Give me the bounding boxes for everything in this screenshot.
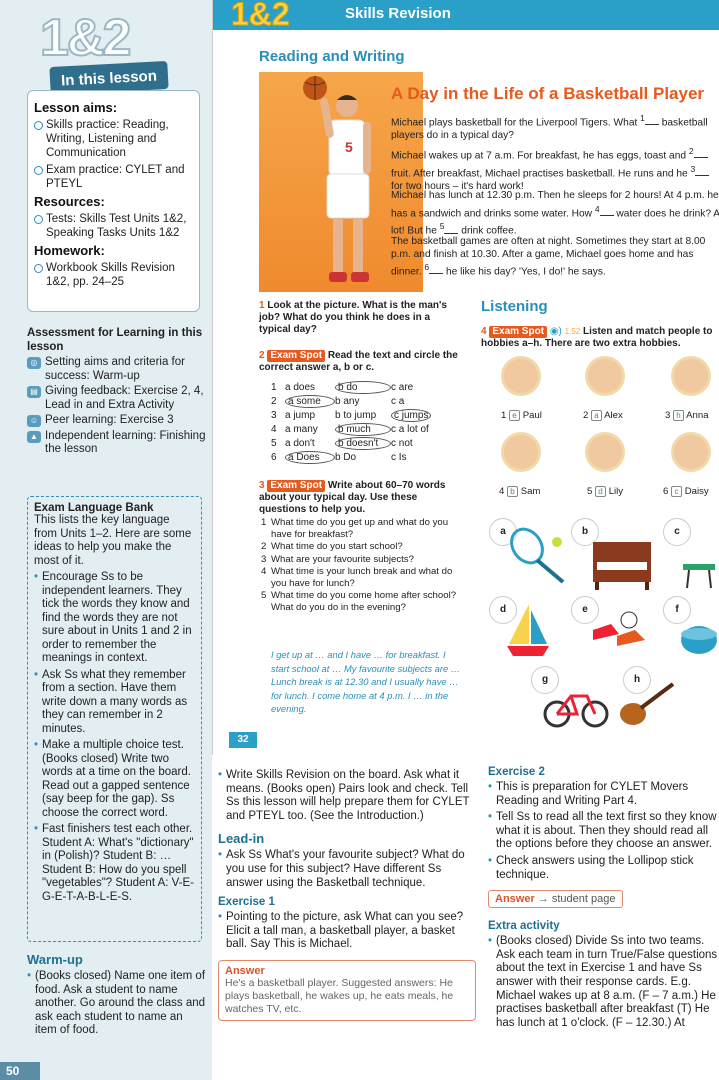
person-label: 1 e Paul bbox=[501, 410, 542, 422]
mc-row: 5 a don't b doesn't c not bbox=[271, 437, 413, 449]
hobby-a: a bbox=[489, 518, 517, 546]
elb-intro: This lists the key language from Units 1–2. Here are some ideas to help you make the most of it. bbox=[34, 514, 192, 567]
article-title: A Day in the Life of a Basketball Player bbox=[391, 84, 705, 103]
target-icon: ◎ bbox=[27, 357, 41, 369]
hobby-f: f bbox=[663, 596, 691, 624]
hobby-b: b bbox=[571, 518, 599, 546]
elb-point: • Encourage Ss to be independent learners. They tick the words they know and find the words they are not sure about in Units 1 and 2 in order to remember the meanings in context. bbox=[34, 571, 195, 666]
elb-point: • Fast finishers test each other. Student A: What's "dictionary" in (Polish)? Student B: … Student B: How do you spell "vegetables"? Student A: V-E-G-E-T-A-B-L-E-S. bbox=[34, 823, 195, 904]
elb-point: • Ask Ss what they remember from a section. Have them write down a many words as they can remember in 2 minutes. bbox=[34, 669, 195, 737]
question: 2 What time do you start school? bbox=[261, 541, 403, 552]
in-this-lesson-banner: In this lesson bbox=[49, 61, 168, 95]
exercise-1: 1 Look at the picture. What is the man's job? What do you think he does in a typical day? bbox=[259, 300, 447, 335]
exercise-3: 3 Exam Spot Write about 60–70 words about your typical day. Use these questions to help you. 1 What time do you get up and what do you have for breakfast? 2 What time do you start school? 3 What are your favourite subjects? 4 What time is your lunch break and what do you have for lunch? 5 What time do you come home after school? What do you do in the evening? bbox=[259, 480, 459, 613]
piano-icon bbox=[591, 540, 653, 590]
hobby-c: c bbox=[663, 518, 691, 546]
feedback-icon: ▤ bbox=[27, 386, 41, 398]
person-label: 6 c Daisy bbox=[663, 486, 709, 498]
peer-learning-icon: ☺ bbox=[27, 415, 41, 427]
person-photo-lily bbox=[585, 432, 625, 472]
answer-text: He's a basketball player. Suggested answers: He plays basketball, he wakes up, he eats meals, he watches TV, etc. bbox=[225, 976, 454, 1015]
warm-up-section bbox=[27, 952, 207, 1038]
question: 4 What time is your lunch break and what do you have for lunch? bbox=[261, 566, 453, 589]
person-photo-alex bbox=[585, 356, 625, 396]
article-paragraph: The basketball games are often at night. Sometimes they start at 8.00 p.m. and finish at 10.30. After a game, Michael goes home and has dinner. $^6$ he like his day? 'Yes, I do!' he says. bbox=[391, 236, 706, 278]
question: 3 What are your favourite subjects? bbox=[261, 553, 414, 565]
drums-icon bbox=[679, 620, 719, 660]
article-paragraph: Michael plays basketball for the Liverpool Tigers. What $^1$ basketball players do in a typical day? bbox=[391, 113, 708, 141]
football-boots-icon bbox=[589, 610, 649, 650]
lesson-aims-box bbox=[27, 90, 200, 312]
leadin-text: • Ask Ss What's your favourite subject? What do you use for this subject? Have different Ss answer using the Basketball technique. bbox=[218, 849, 476, 890]
page-number: 50 bbox=[0, 1062, 40, 1080]
person-label: 3 h Anna bbox=[665, 410, 709, 422]
extra-activity-heading: Extra activity bbox=[488, 920, 560, 933]
exercise-4: 4 Exam Spot ◉) 1.52 Listen and match people to hobbies a–h. There are two extra hobbies. bbox=[481, 326, 713, 349]
unit-number: 1&2 bbox=[40, 9, 130, 67]
bicycle-icon bbox=[543, 680, 609, 730]
afl-item: ▤ Giving feedback: Exercise 2, 4, Lead in and Extra Activity bbox=[27, 385, 207, 412]
question: 5 What time do you come home after school? What do you do in the evening? bbox=[261, 590, 457, 613]
person-label: 2 a Alex bbox=[583, 410, 623, 422]
resource-item: Tests: Skills Test Units 1&2, Speaking Tasks Units 1&2 bbox=[34, 212, 193, 240]
hobby-h: h bbox=[623, 666, 651, 694]
teacher-notes-column-2 bbox=[488, 766, 719, 1030]
teacher-notes-column-1 bbox=[218, 766, 476, 1021]
homework-heading: Homework: bbox=[34, 243, 105, 258]
reading-writing-heading: Reading and Writing bbox=[259, 48, 405, 65]
exercise-2: 2 Exam Spot Read the text and circle the correct answer a, b or c. bbox=[259, 350, 458, 373]
book-title: Skills Revision bbox=[345, 5, 451, 22]
mc-row: 6 a Does b Do c Is bbox=[271, 451, 407, 463]
aim-item: Exam practice: CYLET and PTEYL bbox=[34, 163, 193, 191]
extra-activity-text: • (Books closed) Divide Ss into two teams. Ask each team in turn True/False questions about the text in Exercise 1 and have Ss answer with their response cards. E.g. Michael wakes up at 8 a.m. (F – 7 a.m.) He practises basketball after breakfast (T) He has lunch at 1 o'clock. (F – 12.30.) At bbox=[488, 935, 719, 1030]
warmup-heading: Warm-up bbox=[27, 952, 83, 967]
aim-item: Skills practice: Reading, Writing, Listening and Communication bbox=[34, 118, 193, 160]
exercise-2-note: • Tell Ss to read all the text first so they know what it is about. Then they should read all the options before they choose an answer. bbox=[488, 811, 719, 852]
hobby-g: g bbox=[531, 666, 559, 694]
book-page-number: 32 bbox=[229, 732, 257, 748]
hobby-e: e bbox=[571, 596, 599, 624]
afl-item: ◎ Setting aims and criteria for success: Warm-up bbox=[27, 356, 207, 383]
table-icon bbox=[679, 550, 719, 590]
answer-label: Answer bbox=[225, 964, 265, 977]
book-unit-number: 1&2 bbox=[231, 0, 290, 32]
exercise-2-heading: Exercise 2 bbox=[488, 766, 545, 778]
student-book-page bbox=[212, 0, 719, 755]
homework-item: Workbook Skills Revision 1&2, pp. 24–25 bbox=[34, 261, 193, 289]
afl-item: ☺ Peer learning: Exercise 3 bbox=[27, 414, 207, 428]
mc-row: 2 a some b any c a bbox=[271, 395, 405, 407]
svg-text:5: 5 bbox=[345, 139, 353, 155]
tennis-racket-icon bbox=[509, 526, 569, 586]
person-photo-anna bbox=[671, 356, 711, 396]
exercise-1-heading: Exercise 1 bbox=[218, 896, 275, 909]
audio-icon[interactable]: ◉) bbox=[549, 326, 562, 337]
listening-heading: Listening bbox=[481, 298, 548, 315]
mc-row: 1 a does b do c are bbox=[271, 381, 414, 393]
leadin-heading: Lead-in bbox=[218, 831, 265, 847]
guitar-icon bbox=[617, 680, 677, 730]
exam-language-bank bbox=[27, 496, 202, 942]
afl-item: ▲ Independent learning: Finishing the lesson bbox=[27, 430, 207, 457]
resources-heading: Resources: bbox=[34, 194, 105, 209]
person-label: 4 b Sam bbox=[499, 486, 541, 498]
multiple-choice-table bbox=[271, 380, 451, 464]
hobby-d: d bbox=[489, 596, 517, 624]
sailboat-icon bbox=[503, 600, 553, 660]
person-photo-sam bbox=[501, 432, 541, 472]
question: 1 What time do you get up and what do you have for breakfast? bbox=[261, 517, 449, 540]
article-paragraph: Michael wakes up at 7 a.m. For breakfast, he has eggs, toast and $^2$ fruit. After breakfast, Michael practises basketball. He runs and he $^3$ for two hours – it's hard work! bbox=[391, 145, 719, 193]
model-answer: I get up at … and I have … for breakfast. I start school at … My favourite subjects are … Lunch break is at 12.30 and I usually have … for lunch. I come home at 4 p.m. I … in the evening. bbox=[271, 649, 461, 714]
answer-student-page-tag: Answer → student page bbox=[488, 890, 623, 908]
independent-learning-icon: ▲ bbox=[27, 431, 41, 443]
elb-point: • Make a multiple choice test. (Books closed) Write two words at a time on the board. Read out a gapped sentence (say beep for the gap). Ss choose the correct word. bbox=[34, 739, 195, 820]
aims-heading: Lesson aims: bbox=[34, 100, 118, 115]
exercise-1-note: • Pointing to the picture, ask What can you see? Elicit a tall man, a basketball player, a basket ball. Say This is Michael. bbox=[218, 911, 476, 952]
answer-box bbox=[218, 960, 476, 1021]
elb-heading: Exam Language Bank bbox=[34, 502, 154, 514]
assessment-for-learning bbox=[27, 326, 207, 457]
person-photo-daisy bbox=[671, 432, 711, 472]
exercise-2-note: • Check answers using the Lollipop stick technique. bbox=[488, 855, 719, 882]
mc-row: 3 a jump b to jump c jumps bbox=[271, 408, 451, 422]
person-photo-paul bbox=[501, 356, 541, 396]
warmup-text: • (Books closed) Name one item of food. Ask a student to name another. Go around the class and ask each student to name an item of food. bbox=[27, 970, 207, 1038]
afl-heading: Assessment for Learning in this lesson bbox=[27, 327, 203, 353]
person-label: 5 d Lily bbox=[587, 486, 624, 498]
exercise-2-note: • This is preparation for CYLET Movers Reading and Writing Part 4. bbox=[488, 781, 719, 808]
intro-note: • Write Skills Revision on the board. Ask what it means. (Books open) Pairs look and check. Tell Ss this lesson will help prepare them for CYLET and PTEYL too. (See the Introduction.) bbox=[218, 769, 476, 823]
mc-row: 4 a many b much c a lot of bbox=[271, 423, 429, 435]
article-paragraph: Michael has lunch at 12.30 p.m. Then he sleeps for 2 hours! At 4 p.m. he has a sandwich and drinks some water. How $^4$ water does he drink? A lot! But he $^5$ drink coffee. bbox=[391, 190, 719, 237]
